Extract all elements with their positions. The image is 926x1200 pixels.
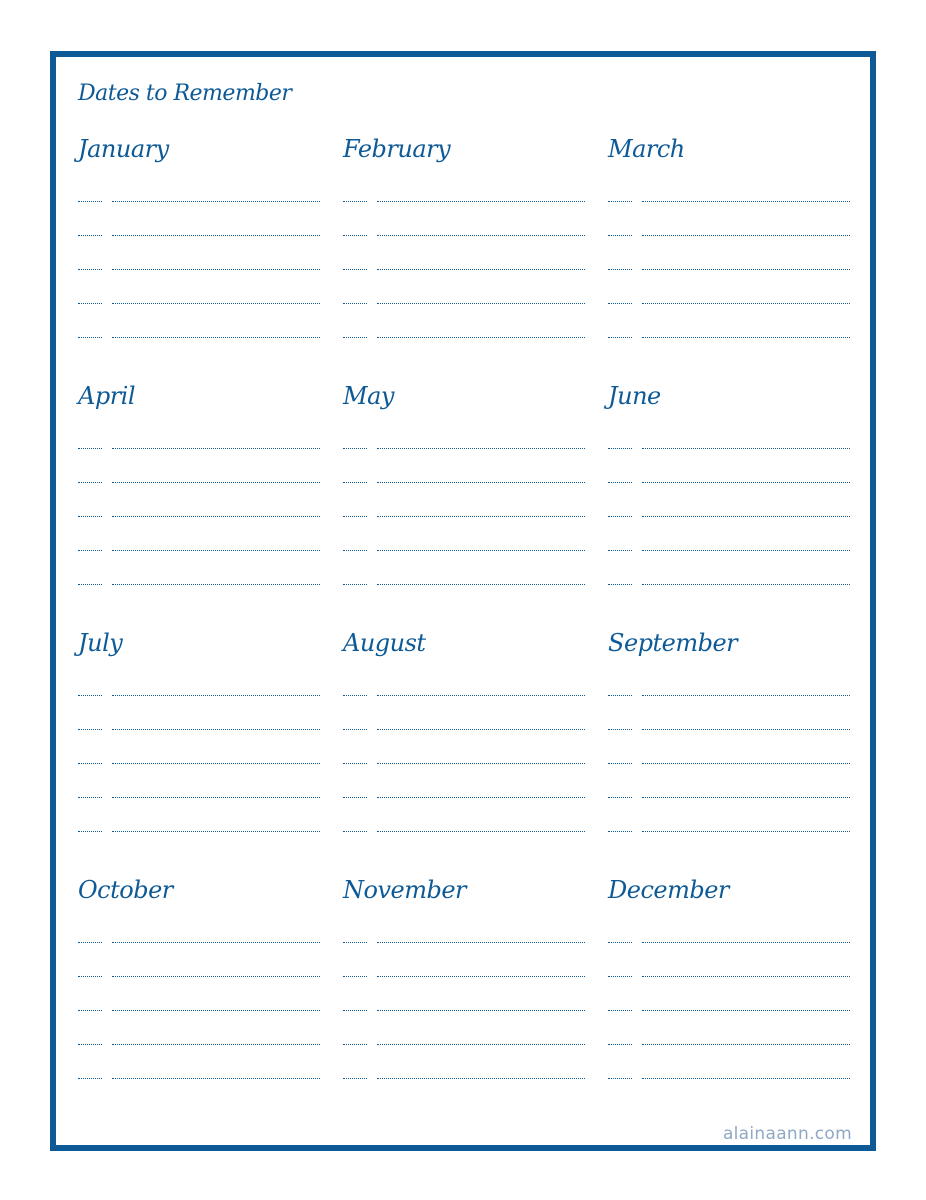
month-name: November xyxy=(343,876,467,904)
entry-line[interactable] xyxy=(608,709,850,743)
note-blank[interactable] xyxy=(377,729,585,730)
entry-line[interactable] xyxy=(343,922,585,956)
month-block-april xyxy=(78,384,320,631)
month-block-february xyxy=(343,137,585,384)
site-url: alainaann.com xyxy=(722,1124,852,1144)
date-blank[interactable] xyxy=(608,763,632,764)
note-blank[interactable] xyxy=(642,550,850,551)
entry-line[interactable] xyxy=(78,181,320,215)
month-block-july xyxy=(78,631,320,878)
month-block-march xyxy=(608,137,850,384)
date-blank[interactable] xyxy=(343,942,367,943)
entry-line[interactable] xyxy=(343,181,585,215)
note-blank[interactable] xyxy=(642,201,850,202)
entry-line[interactable] xyxy=(343,709,585,743)
note-blank[interactable] xyxy=(112,763,320,764)
entry-line[interactable] xyxy=(78,530,320,564)
entry-line[interactable] xyxy=(343,1058,585,1092)
entry-line[interactable] xyxy=(343,777,585,811)
date-blank[interactable] xyxy=(343,269,367,270)
date-blank[interactable] xyxy=(608,942,632,943)
date-blank[interactable] xyxy=(608,201,632,202)
note-blank[interactable] xyxy=(642,976,850,977)
note-blank[interactable] xyxy=(642,337,850,338)
date-blank[interactable] xyxy=(78,797,102,798)
date-blank[interactable] xyxy=(78,303,102,304)
date-blank[interactable] xyxy=(608,797,632,798)
month-name: May xyxy=(343,382,394,410)
date-blank[interactable] xyxy=(78,1078,102,1079)
date-blank[interactable] xyxy=(608,1010,632,1011)
entry-line[interactable] xyxy=(608,428,850,462)
date-blank[interactable] xyxy=(343,303,367,304)
date-blank[interactable] xyxy=(78,448,102,449)
date-blank[interactable] xyxy=(608,235,632,236)
date-blank[interactable] xyxy=(608,448,632,449)
entry-line[interactable] xyxy=(608,922,850,956)
note-blank[interactable] xyxy=(642,584,850,585)
entry-line[interactable] xyxy=(343,675,585,709)
month-block-june xyxy=(608,384,850,631)
month-block-may xyxy=(343,384,585,631)
entry-line[interactable] xyxy=(343,428,585,462)
note-blank[interactable] xyxy=(112,797,320,798)
date-blank[interactable] xyxy=(343,516,367,517)
note-blank[interactable] xyxy=(642,482,850,483)
note-blank[interactable] xyxy=(642,516,850,517)
note-blank[interactable] xyxy=(377,550,585,551)
note-blank[interactable] xyxy=(112,337,320,338)
entry-line[interactable] xyxy=(608,675,850,709)
date-blank[interactable] xyxy=(608,584,632,585)
date-blank[interactable] xyxy=(608,695,632,696)
month-name: February xyxy=(343,135,451,163)
note-blank[interactable] xyxy=(642,729,850,730)
entry-line[interactable] xyxy=(343,462,585,496)
date-blank[interactable] xyxy=(608,976,632,977)
date-blank[interactable] xyxy=(78,763,102,764)
month-block-october xyxy=(78,878,320,1125)
entry-line[interactable] xyxy=(78,922,320,956)
date-blank[interactable] xyxy=(343,1044,367,1045)
entry-line[interactable] xyxy=(608,462,850,496)
note-blank[interactable] xyxy=(112,516,320,517)
date-blank[interactable] xyxy=(78,976,102,977)
date-blank[interactable] xyxy=(343,337,367,338)
entry-line[interactable] xyxy=(78,249,320,283)
date-blank[interactable] xyxy=(343,448,367,449)
note-blank[interactable] xyxy=(112,1010,320,1011)
date-blank[interactable] xyxy=(343,1078,367,1079)
entry-line[interactable] xyxy=(608,743,850,777)
note-blank[interactable] xyxy=(642,1078,850,1079)
date-blank[interactable] xyxy=(78,337,102,338)
note-blank[interactable] xyxy=(642,942,850,943)
note-blank[interactable] xyxy=(377,516,585,517)
note-blank[interactable] xyxy=(377,584,585,585)
date-blank[interactable] xyxy=(343,763,367,764)
note-blank[interactable] xyxy=(377,269,585,270)
entry-line[interactable] xyxy=(608,777,850,811)
entry-line[interactable] xyxy=(78,990,320,1024)
entry-line[interactable] xyxy=(78,564,320,598)
date-blank[interactable] xyxy=(78,695,102,696)
entry-line[interactable] xyxy=(343,1024,585,1058)
entry-line[interactable] xyxy=(343,990,585,1024)
note-blank[interactable] xyxy=(112,1078,320,1079)
entry-line[interactable] xyxy=(608,496,850,530)
date-blank[interactable] xyxy=(78,1010,102,1011)
entry-line[interactable] xyxy=(608,811,850,845)
entry-line[interactable] xyxy=(608,317,850,351)
note-blank[interactable] xyxy=(642,797,850,798)
note-blank[interactable] xyxy=(112,269,320,270)
note-blank[interactable] xyxy=(377,448,585,449)
entry-line[interactable] xyxy=(608,283,850,317)
entry-line[interactable] xyxy=(343,249,585,283)
note-blank[interactable] xyxy=(112,550,320,551)
note-blank[interactable] xyxy=(642,269,850,270)
date-blank[interactable] xyxy=(608,303,632,304)
date-blank[interactable] xyxy=(608,831,632,832)
note-blank[interactable] xyxy=(377,942,585,943)
month-name: August xyxy=(343,629,426,657)
date-blank[interactable] xyxy=(78,584,102,585)
note-blank[interactable] xyxy=(642,695,850,696)
entry-line[interactable] xyxy=(78,283,320,317)
note-blank[interactable] xyxy=(377,1044,585,1045)
entry-line[interactable] xyxy=(78,317,320,351)
entry-line[interactable] xyxy=(608,530,850,564)
note-blank[interactable] xyxy=(112,482,320,483)
entry-line[interactable] xyxy=(608,990,850,1024)
date-blank[interactable] xyxy=(343,482,367,483)
note-blank[interactable] xyxy=(642,763,850,764)
date-blank[interactable] xyxy=(78,831,102,832)
month-block-december xyxy=(608,878,850,1125)
entry-line[interactable] xyxy=(78,496,320,530)
date-blank[interactable] xyxy=(608,1044,632,1045)
entry-line[interactable] xyxy=(78,675,320,709)
note-blank[interactable] xyxy=(377,695,585,696)
date-blank[interactable] xyxy=(343,1010,367,1011)
month-name: September xyxy=(608,629,738,657)
entry-line[interactable] xyxy=(78,428,320,462)
date-blank[interactable] xyxy=(343,831,367,832)
month-block-november xyxy=(343,878,585,1125)
entry-line[interactable] xyxy=(343,743,585,777)
date-blank[interactable] xyxy=(78,482,102,483)
note-blank[interactable] xyxy=(112,448,320,449)
entry-line[interactable] xyxy=(343,564,585,598)
entry-line[interactable] xyxy=(608,181,850,215)
note-blank[interactable] xyxy=(112,729,320,730)
date-blank[interactable] xyxy=(608,729,632,730)
entry-line[interactable] xyxy=(78,215,320,249)
date-blank[interactable] xyxy=(608,269,632,270)
months-grid xyxy=(78,137,848,1125)
date-blank[interactable] xyxy=(343,550,367,551)
note-blank[interactable] xyxy=(377,201,585,202)
entry-line[interactable] xyxy=(343,215,585,249)
entry-line[interactable] xyxy=(78,811,320,845)
date-blank[interactable] xyxy=(608,337,632,338)
page-title: Dates to Remember xyxy=(78,81,292,106)
note-blank[interactable] xyxy=(377,1078,585,1079)
note-blank[interactable] xyxy=(112,235,320,236)
date-blank[interactable] xyxy=(343,201,367,202)
date-blank[interactable] xyxy=(343,797,367,798)
note-blank[interactable] xyxy=(112,303,320,304)
note-blank[interactable] xyxy=(112,201,320,202)
date-blank[interactable] xyxy=(343,729,367,730)
page-frame xyxy=(50,51,876,1151)
date-blank[interactable] xyxy=(608,1078,632,1079)
note-blank[interactable] xyxy=(377,763,585,764)
note-blank[interactable] xyxy=(377,482,585,483)
date-blank[interactable] xyxy=(78,942,102,943)
note-blank[interactable] xyxy=(112,1044,320,1045)
note-blank[interactable] xyxy=(377,303,585,304)
entry-line[interactable] xyxy=(78,709,320,743)
date-blank[interactable] xyxy=(78,1044,102,1045)
date-blank[interactable] xyxy=(78,235,102,236)
entry-line[interactable] xyxy=(78,462,320,496)
note-blank[interactable] xyxy=(377,1010,585,1011)
month-block-january xyxy=(78,137,320,384)
date-blank[interactable] xyxy=(343,584,367,585)
note-blank[interactable] xyxy=(642,1044,850,1045)
month-name: April xyxy=(78,382,136,410)
date-blank[interactable] xyxy=(343,235,367,236)
date-blank[interactable] xyxy=(78,729,102,730)
entry-line[interactable] xyxy=(78,1058,320,1092)
date-blank[interactable] xyxy=(608,516,632,517)
note-blank[interactable] xyxy=(377,337,585,338)
date-blank[interactable] xyxy=(608,482,632,483)
note-blank[interactable] xyxy=(377,235,585,236)
entry-line[interactable] xyxy=(343,283,585,317)
month-name: March xyxy=(608,135,685,163)
entry-line[interactable] xyxy=(608,1024,850,1058)
note-blank[interactable] xyxy=(112,831,320,832)
month-name: October xyxy=(78,876,173,904)
note-blank[interactable] xyxy=(112,584,320,585)
date-blank[interactable] xyxy=(78,269,102,270)
entry-line[interactable] xyxy=(78,777,320,811)
entry-line[interactable] xyxy=(608,249,850,283)
month-name: January xyxy=(78,135,169,163)
month-name: December xyxy=(608,876,729,904)
note-blank[interactable] xyxy=(642,831,850,832)
note-blank[interactable] xyxy=(642,235,850,236)
note-blank[interactable] xyxy=(377,831,585,832)
month-block-august xyxy=(343,631,585,878)
entry-line[interactable] xyxy=(608,956,850,990)
entry-line[interactable] xyxy=(78,743,320,777)
date-blank[interactable] xyxy=(343,976,367,977)
entry-line[interactable] xyxy=(343,317,585,351)
note-blank[interactable] xyxy=(112,695,320,696)
month-block-september xyxy=(608,631,850,878)
note-blank[interactable] xyxy=(377,797,585,798)
entry-line[interactable] xyxy=(78,956,320,990)
date-blank[interactable] xyxy=(78,516,102,517)
date-blank[interactable] xyxy=(608,550,632,551)
entry-line[interactable] xyxy=(343,811,585,845)
note-blank[interactable] xyxy=(642,1010,850,1011)
month-name: July xyxy=(78,629,123,657)
date-blank[interactable] xyxy=(343,695,367,696)
date-blank[interactable] xyxy=(78,550,102,551)
month-name: June xyxy=(608,382,661,410)
entry-line[interactable] xyxy=(608,215,850,249)
entry-line[interactable] xyxy=(608,1058,850,1092)
entry-line[interactable] xyxy=(343,496,585,530)
note-blank[interactable] xyxy=(377,976,585,977)
note-blank[interactable] xyxy=(642,448,850,449)
entry-line[interactable] xyxy=(608,564,850,598)
note-blank[interactable] xyxy=(642,303,850,304)
entry-line[interactable] xyxy=(343,956,585,990)
note-blank[interactable] xyxy=(112,942,320,943)
entry-line[interactable] xyxy=(343,530,585,564)
note-blank[interactable] xyxy=(112,976,320,977)
entry-line[interactable] xyxy=(78,1024,320,1058)
date-blank[interactable] xyxy=(78,201,102,202)
